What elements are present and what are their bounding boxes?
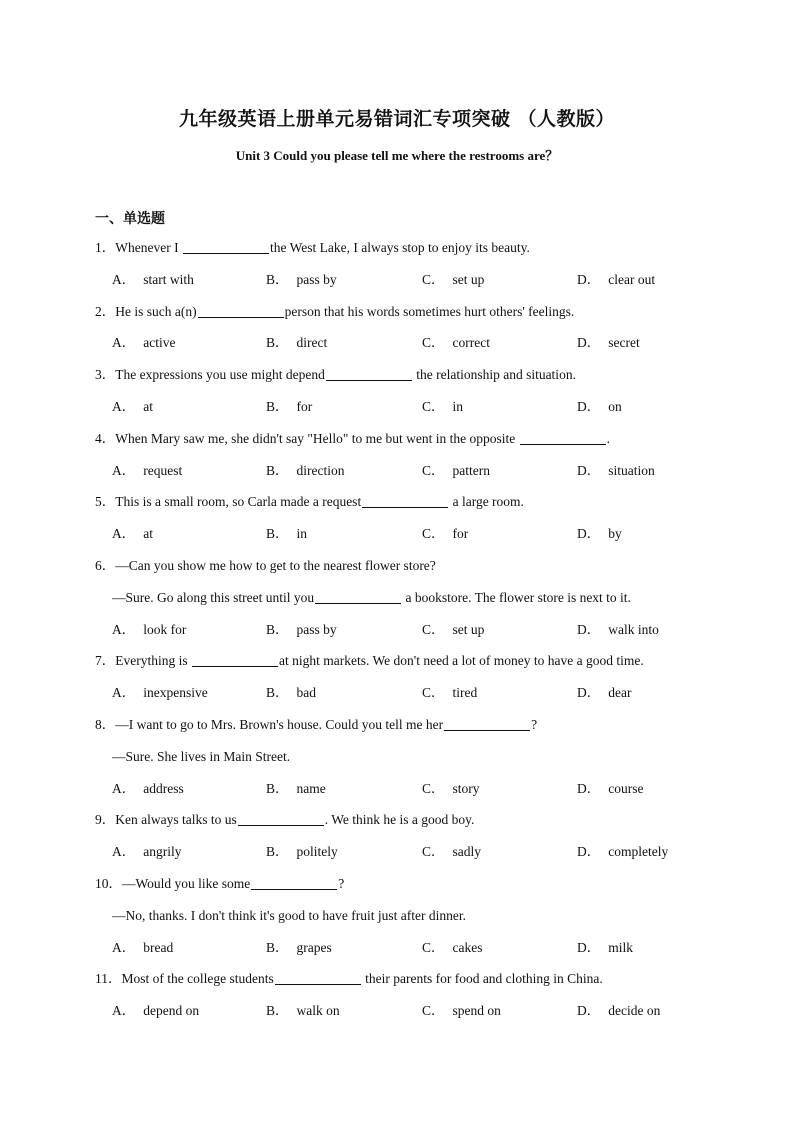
option-letter: B．: [266, 271, 289, 287]
answer-option[interactable]: [422, 268, 484, 292]
answer-option[interactable]: [266, 395, 312, 419]
answer-option[interactable]: [577, 999, 660, 1023]
question-stem: [95, 967, 603, 991]
option-text: course: [608, 780, 644, 796]
question-text: the relationship and situation.: [412, 367, 576, 383]
answer-option[interactable]: [266, 618, 337, 642]
option-text: secret: [608, 335, 640, 351]
answer-option[interactable]: [112, 618, 186, 642]
answer-option[interactable]: [577, 395, 622, 419]
option-text: request: [143, 462, 183, 478]
option-text: on: [608, 399, 622, 414]
question-number: 4．: [95, 430, 116, 446]
option-letter: D．: [577, 844, 601, 860]
question-text: —Sure. Go along this street until you: [112, 589, 315, 605]
option-letter: D．: [577, 939, 601, 955]
option-text: correct: [452, 335, 490, 351]
question-text: a large room.: [449, 494, 524, 510]
answer-option[interactable]: [422, 936, 483, 960]
answer-option[interactable]: [422, 840, 481, 864]
answer-option[interactable]: [266, 459, 345, 483]
question-stem: [95, 363, 576, 387]
answer-option[interactable]: [266, 999, 340, 1023]
option-text: cakes: [452, 939, 483, 955]
answer-option[interactable]: [422, 777, 480, 801]
option-letter: A．: [112, 399, 136, 414]
answer-option[interactable]: [266, 936, 332, 960]
question-text: . We think he is a good boy.: [324, 812, 475, 828]
option-letter: A．: [112, 844, 136, 860]
option-letter: A．: [112, 685, 136, 701]
question-stem: [95, 236, 530, 260]
answer-option[interactable]: [112, 999, 199, 1023]
question-number: 5．: [95, 494, 116, 510]
answer-option[interactable]: [577, 777, 643, 801]
option-text: at: [143, 399, 153, 414]
question-text: ?: [338, 876, 345, 891]
option-text: milk: [608, 939, 634, 955]
option-letter: A．: [112, 526, 136, 542]
option-text: bad: [296, 685, 317, 701]
option-letter: B．: [266, 399, 289, 414]
option-text: walk into: [608, 621, 659, 637]
answer-option[interactable]: [112, 395, 153, 419]
option-text: completely: [608, 844, 669, 860]
question-stem: [95, 300, 574, 324]
answer-option[interactable]: [112, 936, 173, 960]
answer-option[interactable]: [266, 268, 337, 292]
option-text: sadly: [452, 844, 482, 860]
answer-blank: [238, 811, 324, 826]
question-text: This is a small room, so Carla made a request: [115, 494, 362, 510]
answer-option[interactable]: [577, 840, 668, 864]
question-dialogue-line: [112, 586, 631, 610]
question-number: 3．: [95, 367, 116, 383]
option-text: clear out: [608, 271, 656, 287]
option-letter: B．: [266, 685, 289, 701]
question-text: person that his words sometimes hurt others' feelings.: [284, 303, 575, 319]
option-text: active: [143, 335, 176, 351]
answer-option[interactable]: [577, 268, 655, 292]
option-text: by: [608, 526, 622, 542]
answer-option[interactable]: [422, 522, 468, 546]
question-stem: [95, 427, 610, 451]
answer-option[interactable]: [266, 331, 327, 355]
answer-option[interactable]: [266, 522, 307, 546]
option-text: start with: [143, 271, 194, 287]
answer-option[interactable]: [422, 618, 484, 642]
option-letter: D．: [577, 1003, 601, 1019]
option-text: in: [296, 526, 308, 542]
option-text: decide on: [608, 1003, 661, 1019]
option-text: situation: [608, 462, 655, 478]
question-stem: [95, 554, 436, 578]
question-text: —I want to go to Mrs. Brown's house. Could you tell me her: [115, 717, 444, 732]
answer-option[interactable]: [422, 459, 490, 483]
option-text: set up: [452, 271, 485, 287]
question-text: When Mary saw me, she didn't say "Hello" to me but went in the opposite: [115, 430, 519, 446]
question-text: a bookstore. The flower store is next to it.: [402, 589, 631, 605]
option-letter: B．: [266, 462, 289, 478]
answer-blank: [183, 239, 269, 254]
question-text: —No, thanks. I don't think it's good to have fruit just after dinner.: [112, 907, 466, 923]
option-letter: B．: [266, 844, 289, 860]
question-text: Ken always talks to us: [115, 812, 237, 828]
option-text: inexpensive: [143, 685, 208, 701]
option-text: look for: [143, 621, 187, 637]
answer-blank: [444, 716, 530, 731]
answer-option[interactable]: [577, 936, 633, 960]
option-letter: D．: [577, 399, 601, 414]
question-text: the West Lake, I always stop to enjoy its beauty.: [269, 240, 530, 255]
question-stem: [95, 808, 474, 832]
answer-option[interactable]: [112, 522, 153, 546]
option-letter: B．: [266, 621, 289, 637]
option-text: at: [143, 526, 153, 542]
option-text: angrily: [143, 844, 182, 860]
option-letter: A．: [112, 271, 136, 287]
answer-option[interactable]: [577, 618, 659, 642]
answer-option[interactable]: [112, 681, 208, 705]
option-letter: D．: [577, 685, 601, 701]
answer-option[interactable]: [422, 395, 463, 419]
option-letter: C．: [422, 1003, 445, 1019]
option-letter: A．: [112, 621, 136, 637]
answer-option[interactable]: [577, 681, 631, 705]
option-text: name: [296, 780, 326, 796]
question-text: The expressions you use might depend: [115, 367, 325, 383]
answer-option[interactable]: [577, 522, 622, 546]
answer-blank: [251, 875, 337, 890]
option-letter: A．: [112, 462, 136, 478]
question-dialogue-line: [112, 904, 466, 928]
option-text: pass by: [296, 621, 337, 637]
option-letter: A．: [112, 1003, 136, 1019]
answer-blank: [275, 970, 361, 985]
option-letter: C．: [422, 621, 445, 637]
option-letter: C．: [422, 271, 445, 287]
option-text: walk on: [296, 1003, 340, 1019]
option-text: politely: [296, 844, 338, 860]
answer-option[interactable]: [112, 331, 175, 355]
option-letter: C．: [422, 526, 445, 542]
page-title: 九年级英语上册单元易错词汇专项突破 （人教版）: [178, 108, 616, 130]
option-letter: B．: [266, 1003, 289, 1019]
question-text: Most of the college students: [121, 971, 274, 987]
question-text: at night markets. We don't need a lot of money to have a good time.: [279, 653, 644, 669]
option-text: dear: [608, 685, 632, 701]
option-text: bread: [143, 939, 174, 955]
option-text: pass by: [296, 271, 337, 287]
option-letter: D．: [577, 621, 601, 637]
question-dialogue-line: [112, 745, 290, 769]
option-text: in: [452, 399, 464, 414]
option-letter: D．: [577, 780, 601, 796]
question-text: .: [606, 430, 611, 446]
option-letter: B．: [266, 335, 289, 351]
question-number: 8．: [95, 717, 116, 732]
option-letter: A．: [112, 335, 136, 351]
answer-option[interactable]: [422, 999, 501, 1023]
answer-option[interactable]: [112, 268, 194, 292]
option-text: for: [296, 399, 313, 414]
option-letter: C．: [422, 335, 445, 351]
question-text: Whenever I: [115, 240, 182, 255]
option-letter: C．: [422, 462, 445, 478]
question-stem: [95, 713, 537, 737]
answer-blank: [520, 430, 606, 445]
option-letter: D．: [577, 335, 601, 351]
option-text: address: [143, 780, 184, 796]
question-stem: [95, 490, 524, 514]
option-text: set up: [452, 621, 485, 637]
question-number: 2．: [95, 303, 116, 319]
question-text: He is such a(n): [115, 303, 197, 319]
question-number: 6．: [95, 558, 116, 573]
answer-option[interactable]: [112, 777, 184, 801]
answer-blank: [315, 589, 401, 604]
option-letter: B．: [266, 780, 289, 796]
option-letter: D．: [577, 526, 601, 542]
option-text: depend on: [143, 1003, 200, 1019]
answer-option[interactable]: [422, 681, 477, 705]
option-text: story: [452, 780, 480, 796]
option-letter: A．: [112, 780, 136, 796]
question-text: ?: [531, 717, 538, 732]
option-text: direction: [296, 462, 345, 478]
question-number: 7．: [95, 653, 116, 669]
option-text: pattern: [452, 462, 490, 478]
option-letter: A．: [112, 939, 136, 955]
question-text: Everything is: [115, 653, 191, 669]
question-stem: [95, 649, 644, 673]
option-letter: B．: [266, 526, 289, 542]
answer-option[interactable]: [112, 840, 182, 864]
question-number: 9．: [95, 812, 116, 828]
option-text: tired: [452, 685, 478, 701]
answer-blank: [362, 493, 448, 508]
question-number: 10．: [95, 876, 122, 891]
question-stem: [95, 872, 344, 896]
option-letter: B．: [266, 939, 289, 955]
option-text: spend on: [452, 1003, 501, 1019]
answer-option[interactable]: [266, 840, 338, 864]
option-letter: C．: [422, 939, 445, 955]
answer-option[interactable]: [577, 331, 640, 355]
option-letter: C．: [422, 780, 445, 796]
question-text: —Sure. She lives in Main Street.: [112, 748, 291, 764]
option-text: direct: [296, 335, 328, 351]
page-subtitle: Unit 3 Could you please tell me where the restrooms are？: [235, 148, 559, 163]
answer-blank: [192, 652, 278, 667]
answer-option[interactable]: [266, 777, 326, 801]
option-text: for: [452, 526, 469, 542]
question-text: their parents for food and clothing in China.: [361, 971, 603, 987]
question-text: —Would you like some: [122, 876, 251, 891]
question-number: 1．: [95, 240, 116, 255]
section-heading: 一、单选题: [95, 211, 165, 227]
option-letter: C．: [422, 685, 445, 701]
option-letter: D．: [577, 462, 601, 478]
answer-option[interactable]: [422, 331, 490, 355]
option-letter: D．: [577, 271, 601, 287]
question-number: 11．: [95, 971, 122, 987]
answer-option[interactable]: [266, 681, 316, 705]
answer-option[interactable]: [112, 459, 182, 483]
answer-blank: [198, 303, 284, 318]
option-text: grapes: [296, 939, 332, 955]
option-letter: C．: [422, 399, 445, 414]
answer-option[interactable]: [577, 459, 655, 483]
question-text: —Can you show me how to get to the nearest flower store?: [115, 558, 436, 573]
option-letter: C．: [422, 844, 445, 860]
answer-blank: [326, 366, 412, 381]
